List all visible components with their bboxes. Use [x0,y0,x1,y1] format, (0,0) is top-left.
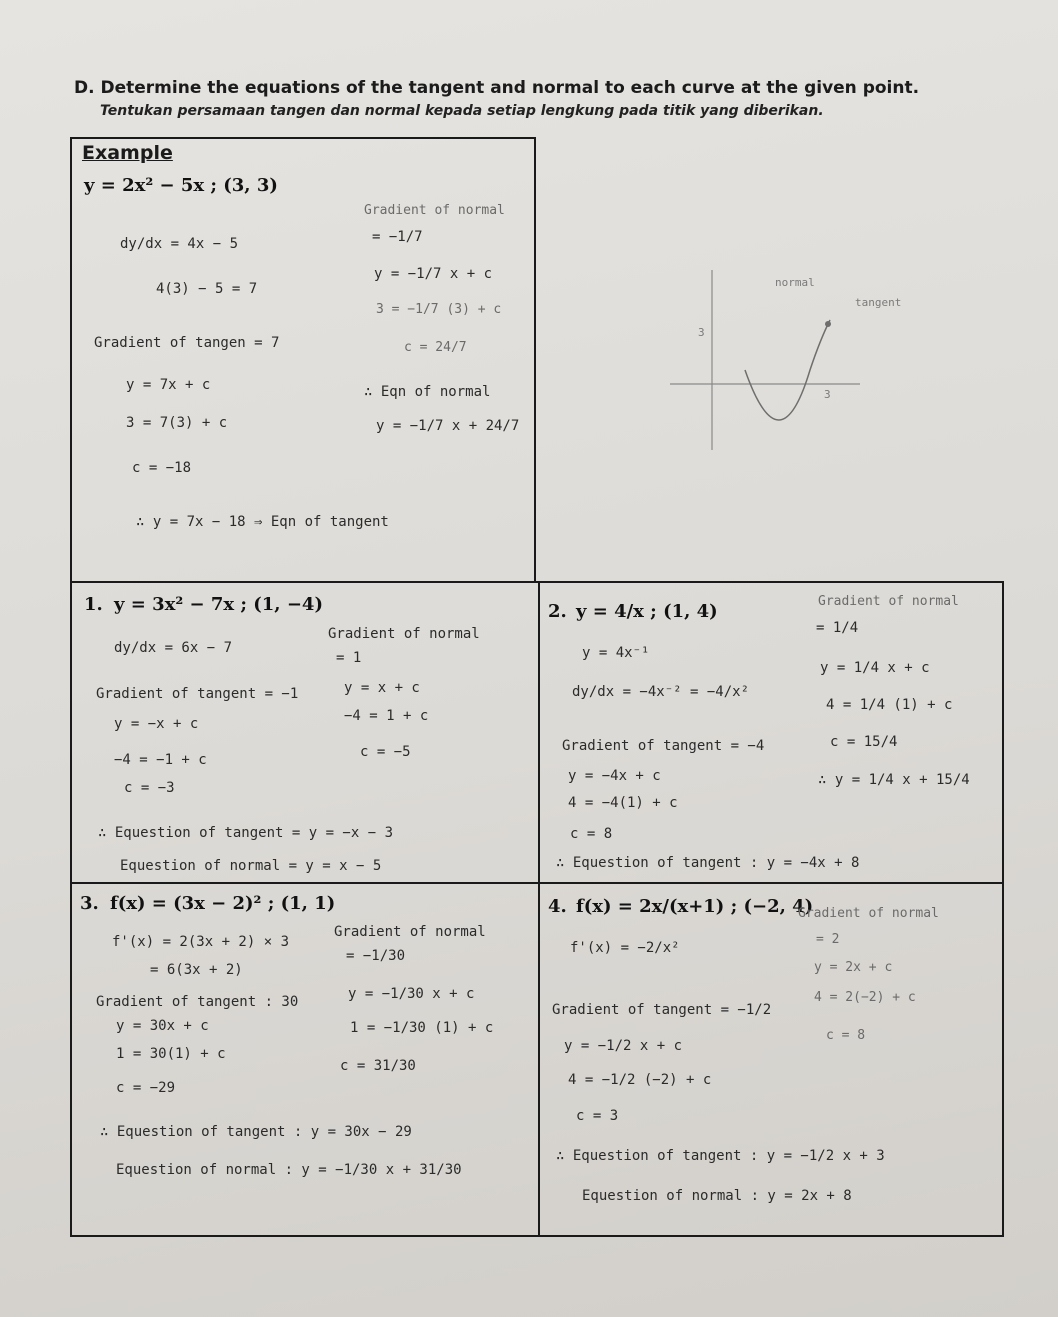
q3-question: f(x) = (3x − 2)² ; (1, 1) [110,893,336,914]
q2-tangent-equation: ∴ Equestion of tangent : y = −4x + 8 [556,855,860,871]
q2-step: y = −4x + c [568,768,661,784]
q1-step: c = −3 [124,780,175,796]
q3-number: 3. [80,893,99,914]
example-step: Gradient of normal [364,203,505,218]
example-step: = −1/7 [372,229,423,245]
q4-tangent-equation: ∴ Equestion of tangent : y = −1/2 x + 3 [556,1148,885,1164]
q2-step: Gradient of normal [818,594,959,609]
q4-step: 4 = 2(−2) + c [814,990,916,1005]
row1-top [70,581,1004,583]
example-box-right [534,137,536,583]
q1-step: y = x + c [344,680,420,696]
table-left-border [70,137,72,1237]
q1-number: 1. [84,594,103,615]
example-step: 4(3) − 5 = 7 [156,281,258,297]
normal-label: normal [775,276,815,289]
q4-step: f'(x) = −2/x² [570,940,680,956]
q2-step: Gradient of tangent = −4 [562,738,765,754]
example-step: c = −18 [132,460,192,476]
q3-step: c = 31/30 [340,1058,416,1074]
tangent-normal-sketch [660,260,960,460]
row2-top [70,882,1004,884]
q1-step: Gradient of tangent = −1 [96,686,299,702]
q3-tangent-equation: ∴ Equestion of tangent : y = 30x − 29 [100,1124,412,1140]
x-coordinate-label: 3 [824,388,831,401]
q4-step: c = 8 [826,1028,866,1043]
example-step: y = −1/7 x + 24/7 [376,418,520,434]
q1-step: = 1 [336,650,362,666]
example-step: ∴ Eqn of normal [364,384,491,400]
q2-step: y = 4x⁻¹ [582,645,650,661]
q2-step: 4 = 1/4 (1) + c [826,697,953,713]
curve-sketch [745,320,830,420]
q4-number: 4. [548,896,567,917]
q1-step: −4 = −1 + c [114,752,207,768]
q3-step: 1 = 30(1) + c [116,1046,226,1062]
q3-step: = 6(3x + 2) [150,962,243,978]
q1-step: y = −x + c [114,716,199,732]
q3-step: Gradient of tangent : 30 [96,994,299,1010]
q4-step: 4 = −1/2 (−2) + c [568,1072,712,1088]
q2-step: 4 = −4(1) + c [568,795,678,811]
point-marker [825,321,831,327]
q1-step: −4 = 1 + c [344,708,429,724]
q4-step: c = 3 [576,1108,619,1124]
example-box-top [70,137,536,139]
q3-step: = −1/30 [346,948,406,964]
q2-question: y = 4/x ; (1, 4) [576,601,718,622]
q3-step: 1 = −1/30 (1) + c [350,1020,494,1036]
q3-step: y = −1/30 x + c [348,986,475,1002]
example-label: Example [82,142,173,164]
q3-normal-equation: Equestion of normal : y = −1/30 x + 31/30 [116,1162,462,1178]
example-step: 3 = −1/7 (3) + c [376,302,502,317]
q4-step: Gradient of normal [798,906,939,921]
example-question: y = 2x² − 5x ; (3, 3) [84,175,278,196]
table-right-border [1002,581,1004,1237]
q4-step: y = 2x + c [814,960,893,975]
q2-step: dy/dx = −4x⁻² = −4/x² [572,684,750,700]
q1-question: y = 3x² − 7x ; (1, −4) [114,594,323,615]
q3-step: Gradient of normal [334,924,486,940]
example-step: y = −1/7 x + c [374,266,493,282]
q4-question: f(x) = 2x/(x+1) ; (−2, 4) [576,896,814,917]
q4-step: = 2 [816,932,840,947]
q1-tangent-equation: ∴ Equestion of tangent = y = −x − 3 [98,825,394,841]
q3-step: c = −29 [116,1080,176,1096]
q1-step: dy/dx = 6x − 7 [114,640,233,656]
q2-step: c = 15/4 [830,734,898,750]
example-step: y = 7x + c [126,377,211,393]
example-step: c = 24/7 [404,340,467,355]
q2-step: ∴ y = 1/4 x + 15/4 [818,772,970,788]
example-step: 3 = 7(3) + c [126,415,228,431]
y-coordinate-label: 3 [698,326,705,339]
q4-step: y = −1/2 x + c [564,1038,683,1054]
q1-step: c = −5 [360,744,411,760]
tangent-label: tangent [855,296,902,309]
table-bottom [70,1235,1004,1237]
section-title: D. Determine the equations of the tangent and normal to each curve at the given point. [74,78,920,98]
middle-divider [538,581,540,1237]
example-step: Gradient of tangen = 7 [94,335,280,351]
q3-step: y = 30x + c [116,1018,209,1034]
q1-normal-equation: Equestion of normal = y = x − 5 [120,858,382,874]
q2-step: y = 1/4 x + c [820,660,930,676]
example-step: dy/dx = 4x − 5 [120,236,239,252]
q4-normal-equation: Equestion of normal : y = 2x + 8 [582,1188,852,1204]
q2-step: c = 8 [570,826,613,842]
q2-step: = 1/4 [816,620,859,636]
q4-step: Gradient of tangent = −1/2 [552,1002,772,1018]
example-conclusion: ∴ y = 7x − 18 ⇒ Eqn of tangent [136,514,389,530]
section-subtitle: Tentukan persamaan tangen dan normal kepada setiap lengkung pada titik yang diberikan. [100,103,824,119]
q2-number: 2. [548,601,567,622]
q3-step: f'(x) = 2(3x + 2) × 3 [112,934,290,950]
q1-step: Gradient of normal [328,626,480,642]
